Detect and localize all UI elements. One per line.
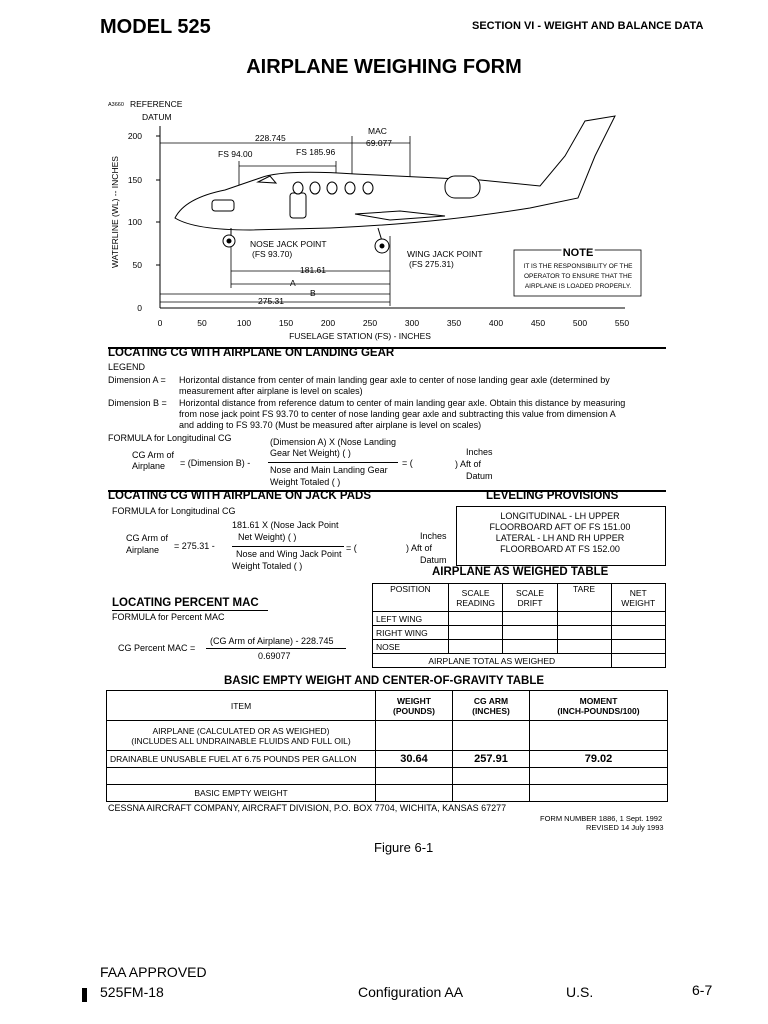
inches-label: Inches [420,531,447,541]
mac-value: 69.077 [366,138,392,148]
x-tick: 450 [530,318,546,328]
note-title: NOTE [562,247,594,259]
x-tick: 550 [614,318,630,328]
diagram-code: A3660 [108,102,124,108]
section-title: SECTION VI - WEIGHT AND BALANCE DATA [472,20,704,32]
mac-label: MAC [368,126,387,136]
airplane-diagram [100,96,660,346]
nose-jack-fs: (FS 93.70) [252,249,293,259]
numerator: Net Weight) ( ) [238,532,297,542]
country: U.S. [566,984,594,1000]
col-header: NET WEIGHT [611,584,665,612]
wing-jack-fs: (FS 275.31) [409,259,454,269]
aft-of-label: ) Aft of [406,543,433,553]
x-tick: 300 [404,318,420,328]
y-tick: 50 [132,260,142,270]
leveling-line: LONGITUDINAL - LH UPPER [500,511,620,521]
doc-number: 525FM-18 [100,984,164,1000]
dim-228-label: 228.745 [255,133,286,143]
dim-b-def: Horizontal distance from reference datum to center of main landing gear axle. Obtain this distance by measuring [179,398,626,408]
formula-label: FORMULA for Percent MAC [112,612,225,622]
airplane-label: Airplane [132,461,166,471]
dim-b-term: Dimension B = [108,398,167,408]
x-tick: 200 [320,318,336,328]
dim-a-label: A [290,278,296,288]
col-header: TARE [557,584,611,612]
formula-label: FORMULA for Longitudinal CG [108,433,232,443]
landing-gear-title: LOCATING CG WITH AIRPLANE ON LANDING GEAR [108,347,395,359]
x-tick: 250 [362,318,378,328]
datum-label: Datum [420,555,447,565]
mac-denominator: 0.69077 [258,651,291,661]
leveling-line: FLOORBOARD AFT OF FS 151.00 [489,522,631,532]
page-number: 6-7 [692,982,713,998]
numerator: (Dimension A) X (Nose Landing [270,437,397,447]
x-tick: 500 [572,318,588,328]
col-header: SCALE READING [448,584,503,612]
legend-label: LEGEND [108,362,146,372]
denominator: Nose and Wing Jack Point [236,549,342,559]
leveling-line: FLOORBOARD AT FS 152.00 [500,544,620,554]
x-tick: 0 [157,318,163,328]
col-header: CG ARM (INCHES) [453,691,530,721]
airplane-silhouette [175,116,615,253]
dim-a-term: Dimension A = [108,375,166,385]
company-address: CESSNA AIRCRAFT COMPANY, AIRCRAFT DIVISION, P.O. BOX 7704, WICHITA, KANSAS 67277 [108,803,507,813]
y-tick: 0 [137,303,142,313]
dim-b-def: from nose jack point FS 93.70 to center of nose landing gear axle and subtracting this value from dimension A [179,409,616,419]
inches-label: Inches [466,447,493,457]
note-line: AIRPLANE IS LOADED PROPERLY. [524,283,632,290]
nose-jack-label: NOSE JACK POINT [250,239,327,249]
fraction-bar [268,462,398,463]
jack-pads-title: LOCATING CG WITH AIRPLANE ON JACK PADS [108,490,372,502]
denominator: Weight Totaled ( ) [270,477,341,487]
as-weighed-title: AIRPLANE AS WEIGHED TABLE [432,566,609,578]
table-row: AIRPLANE TOTAL AS WEIGHED [373,654,666,668]
table-row [107,768,668,785]
y-tick: 150 [127,175,142,185]
table-row: RIGHT WING [373,626,666,640]
bew-title: BASIC EMPTY WEIGHT AND CENTER-OF-GRAVITY TABLE [223,675,545,687]
revised-date: REVISED 14 July 1993 [586,823,664,832]
x-axis-label: FUSELAGE STATION (FS) - INCHES [289,331,431,341]
col-header: WEIGHT (POUNDS) [376,691,453,721]
x-tick: 150 [278,318,294,328]
fs185-label: FS 185.96 [296,147,336,157]
col-header: ITEM [107,691,376,721]
dim-a-def: measurement after airplane is level on scales) [179,386,363,396]
leveling-line: LATERAL - LH AND RH UPPER [495,533,625,543]
datum-label: DATUM [142,112,172,122]
x-tick: 50 [197,318,207,328]
faa-approved: FAA APPROVED [100,964,207,980]
note-box [514,247,641,296]
table-row: AIRPLANE (CALCULATED OR AS WEIGHED) (INCLUDES ALL UNDRAINABLE FLUIDS AND FULL OIL) [107,721,668,751]
cg-arm-label: CG Arm of [132,450,175,460]
figure-caption: Figure 6-1 [374,840,434,855]
y-tick: 200 [127,131,142,141]
percent-mac-title: LOCATING PERCENT MAC [112,597,259,609]
table-row: LEFT WING [373,612,666,626]
note-line: OPERATOR TO ENSURE THAT THE [523,273,633,280]
table-row: BASIC EMPTY WEIGHT [107,785,668,802]
denominator: Nose and Main Landing Gear [270,465,388,475]
cg-arm-label: CG Arm of [126,533,169,543]
col-header: POSITION [373,584,449,612]
numerator: Gear Net Weight) ( ) [270,448,351,458]
airplane-label: Airplane [126,545,160,555]
table-row: NOSE [373,640,666,654]
table-row: DRAINABLE UNUSABLE FUEL AT 6.75 POUNDS PER GALLON 30.64 257.91 79.02 [107,751,668,768]
dim-b-label: B [310,288,316,298]
fs94-label: FS 94.00 [218,149,253,159]
dim-275-label: 275.31 [258,296,284,306]
fraction-bar [206,648,346,649]
model-title: MODEL 525 [100,16,211,38]
dim-a-def: Horizontal distance from center of main landing gear axle to center of nose landing gear axle (determined by [179,375,610,385]
underline [112,610,268,611]
col-header: SCALE DRIFT [503,584,557,612]
aft-of-label: ) Aft of [455,459,482,469]
dim-181-label: 181.61 [300,265,326,275]
x-tick: 400 [488,318,504,328]
x-tick: 100 [236,318,252,328]
as-weighed-table [372,583,666,668]
fraction-bar [232,546,344,547]
leveling-title: LEVELING PROVISIONS [486,490,619,502]
mac-numerator: (CG Arm of Airplane) - 228.745 [210,636,334,646]
cg-percent-mac-lhs: CG Percent MAC = [118,643,196,653]
denominator: Weight Totaled ( ) [232,561,303,571]
wing-jack-label: WING JACK POINT [407,249,483,259]
configuration: Configuration AA [358,984,464,1000]
form-title: AIRPLANE WEIGHING FORM [246,56,522,78]
reference-label: REFERENCE [130,99,183,109]
formula-label: FORMULA for Longitudinal CG [112,506,236,516]
equals: = ( [402,458,413,468]
eq-dim-b: = (Dimension B) - [180,458,251,468]
eq-275: = 275.31 - [174,541,215,551]
y-axis-label: WATERLINE (WL) -- INCHES [110,156,120,268]
col-header: MOMENT (INCH-POUNDS/100) [530,691,668,721]
x-tick: 350 [446,318,462,328]
numerator: 181.61 X (Nose Jack Point [232,520,339,530]
note-line: IT IS THE RESPONSIBILITY OF THE [523,263,633,270]
bew-table [106,690,668,802]
dim-b-def: and adding to FS 93.70 (Must be measured after airplane is level on scales) [179,420,482,430]
form-number: FORM NUMBER 1886, 1 Sept. 1992 [540,814,663,823]
revision-bar [82,988,87,1002]
datum-label: Datum [466,471,493,481]
equals: = ( [346,543,357,553]
y-tick: 100 [127,217,142,227]
